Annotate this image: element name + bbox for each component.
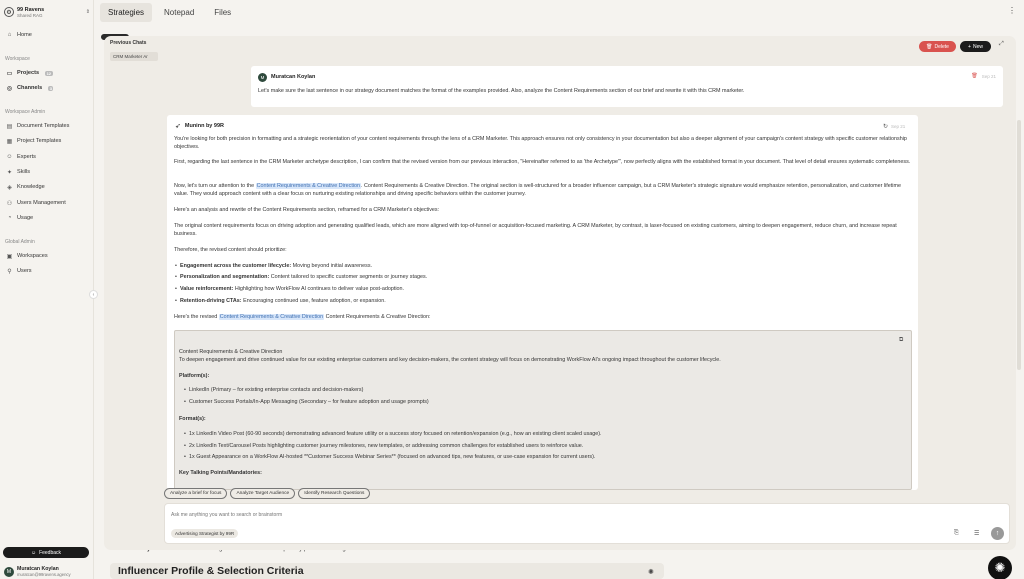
- paragraph: [174, 182, 914, 198]
- sidebar-item-users[interactable]: [4, 265, 90, 277]
- sidebar-item-workspaces[interactable]: [4, 250, 90, 262]
- assistant-logo-icon[interactable]: ✺: [988, 556, 1012, 579]
- block-intro: To deepen engagement and drive continued value for our existing enterprise customers and key decision-makers, the content strategy will focus on demonstrating WorkFlow AI's ongoing impact throughout the customer lifecycle.: [179, 357, 721, 363]
- regenerate-icon[interactable]: ↻: [883, 124, 889, 130]
- reference-link[interactable]: Content Requirements & Creative Direction: [219, 314, 324, 320]
- user-name: Muratcan Koylan: [17, 566, 59, 572]
- message-author: Muratcan Koylan: [271, 74, 316, 80]
- platforms-label-text: Platform(s):: [179, 373, 210, 379]
- chat-input[interactable]: [171, 512, 771, 518]
- channels-count-badge: 3: [49, 85, 52, 91]
- document-icon: ▤: [6, 123, 13, 130]
- rewrite-block: [174, 330, 912, 490]
- reference-link[interactable]: Content Requirements & Creative Direction: [256, 183, 361, 189]
- list-item: [180, 285, 404, 293]
- list-item-bold: Personalization and segmentation:: [180, 274, 270, 280]
- message-time: Sep 21: [981, 73, 996, 79]
- list-item: • 2x LinkedIn Text/Carousel Posts highlighting customer journey milestones, new templates, or addressing common challenges for established users to reinforce value.: [189, 442, 583, 450]
- list-item-bold: Retention-driving CTAs:: [180, 298, 242, 304]
- sidebar-item-label: Usage: [17, 215, 34, 221]
- sidebar-item-projects[interactable]: [4, 67, 90, 79]
- list-item-text: Encouraging continued use, feature adoption, or expansion.: [243, 298, 386, 304]
- list-item-bold: Engagement across the customer lifecycle:: [180, 263, 292, 269]
- feedback-icon: ☺: [30, 549, 37, 556]
- knowledge-icon: ◈: [7, 184, 12, 191]
- previous-chat-item[interactable]: CRM Marketer Ar: [110, 52, 158, 61]
- sidebar-item-experts[interactable]: [4, 151, 90, 163]
- workspaces-icon: ▣: [6, 253, 13, 260]
- workspace-name: 99 Ravens: [17, 6, 45, 13]
- list-item: [180, 262, 372, 270]
- feedback-button[interactable]: [3, 547, 89, 558]
- list-item: • Customer Success Portals/In-App Messaging (Secondary – for feature adoption and usage prompts): [189, 398, 429, 406]
- section-workspace: Workspace: [5, 56, 30, 62]
- sidebar-item-skills[interactable]: [4, 166, 90, 178]
- more-menu-icon[interactable]: ⋮: [1008, 6, 1016, 15]
- home-icon: ⌂: [7, 32, 12, 38]
- list-item-text: Content tailored to specific customer segments or journey stages.: [270, 274, 428, 280]
- sidebar-item-label: Document Templates: [17, 123, 70, 129]
- formats-label-text: Format(s):: [179, 416, 206, 422]
- list-item: [180, 273, 427, 281]
- skills-icon: ✦: [6, 169, 13, 176]
- user-message: [251, 66, 1003, 107]
- sidebar-item-label: Users Management: [17, 200, 66, 206]
- paragraph-text: Here's the revised: [174, 314, 218, 320]
- list-item-text: Highlighting how WorkFlow AI continues to deliver value post-adoption.: [234, 286, 405, 292]
- user-icon: ⚲: [7, 268, 12, 275]
- workspace-logo-icon: ⚙: [4, 7, 14, 17]
- delete-chat-button[interactable]: [919, 41, 956, 52]
- paragraph: Here's an analysis and rewrite of the Content Requirements section, reframed for a CRM Marketer's objectives:: [174, 207, 440, 213]
- sidebar-item-label: Workspaces: [17, 253, 48, 259]
- new-chat-button[interactable]: [960, 41, 991, 52]
- talking-points-label: [179, 469, 899, 477]
- users-icon: ⚇: [6, 200, 13, 207]
- template-icon: ▦: [6, 138, 13, 145]
- expand-icon[interactable]: ⤢: [999, 41, 1004, 47]
- send-button[interactable]: [991, 527, 1004, 540]
- suggestion-chip[interactable]: Analyze a brief for focus: [164, 488, 227, 499]
- avatar: M: [4, 567, 14, 577]
- section-workspace-admin: Workspace Admin: [5, 109, 46, 115]
- workspace-switcher[interactable]: [4, 4, 90, 20]
- chevron-updown-icon: ⇕: [85, 9, 90, 15]
- sidebar-item-document-templates[interactable]: [4, 120, 90, 132]
- sidebar-item-project-templates[interactable]: [4, 135, 90, 147]
- formats-label: [179, 415, 899, 423]
- paragraph: First, regarding the last sentence in the CRM Marketer archetype description, I can confirm that the revised version from our previous interaction, "Hereinafter referred to as 'the Archetype'", now perfectly aligns with the established format in your document. That level of detail ensures systematic completeness.: [174, 159, 911, 165]
- muninn-logo-icon: ➶: [175, 123, 181, 130]
- folder-icon: ▭: [6, 70, 13, 77]
- projects-count-badge: 12: [46, 70, 52, 76]
- attach-icon[interactable]: ⎘: [954, 530, 959, 536]
- message-text: Let's make sure the last sentence in our strategy document matches the format of the examples provided. Also, analyze the Content Requirements section of our brief and rewrite it with this CRM marketer.: [258, 88, 745, 94]
- paragraph-text: . Content Requirements & Creative Direction. The original section is well-structured for a broader influencer campaign, but a CRM Marketer's strategic signature would emphasize retention, personalization, and customer lifetime value. They would approach content with a clear focus on nurturing existing relationships and driving specific behaviors within the customer journey.: [174, 183, 901, 197]
- message-time: Sep 21: [891, 124, 906, 129]
- channels-icon: ◎: [6, 85, 13, 92]
- paragraph: Therefore, the revised content should prioritize:: [174, 247, 287, 253]
- experts-icon: ☺: [6, 154, 13, 160]
- block-title: Content Requirements & Creative Direction: [179, 349, 283, 355]
- sparkle-icon[interactable]: ✺: [648, 569, 654, 576]
- delete-label: Delete: [934, 43, 949, 50]
- sidebar-item-label: Channels: [17, 85, 43, 91]
- main-tabs: [100, 3, 239, 22]
- suggestion-chip[interactable]: Analyze Target Audience: [230, 488, 295, 499]
- paragraph: The original content requirements focus on driving adoption and generating qualified leads, which are more aligned with top-of-funnel or acquisition-focused marketing. A CRM Marketer, by contrast, is laser-focused on existing customers, aiming to deepen engagement, reduce churn, and increase repeat business.: [174, 223, 897, 237]
- new-label: New: [972, 43, 983, 50]
- list-item-bold: Value reinforcement:: [180, 286, 234, 292]
- sidebar-item-knowledge[interactable]: [4, 181, 90, 193]
- user-email: muratcan@99ravens.agency: [17, 572, 71, 577]
- delete-message-icon[interactable]: 🗑: [971, 73, 978, 79]
- sidebar-item-label: Knowledge: [17, 184, 45, 190]
- list-item-text: Moving beyond initial awareness.: [292, 263, 373, 269]
- paragraph-text: Content Requirements & Creative Direction:: [325, 314, 431, 320]
- list-item: • 1x Guest Appearance on a WorkFlow AI-hosted **Customer Success Webinar Series** (focused on advanced tips, new features, or use-case expansion for current users).: [189, 453, 595, 461]
- user-profile[interactable]: [4, 566, 71, 577]
- message-author: Muninn by 99R: [184, 123, 224, 129]
- paragraph: [174, 313, 914, 321]
- list-item: • LinkedIn (Primary – for existing enterprise contacts and decision-makers): [189, 386, 363, 394]
- usage-icon: ◔: [7, 215, 12, 221]
- filter-icon[interactable]: ☰: [974, 531, 980, 537]
- scrollbar[interactable]: [1017, 120, 1021, 370]
- trash-icon: 🗑: [926, 43, 933, 50]
- copy-icon[interactable]: ⧉: [899, 337, 904, 343]
- tab-notepad[interactable]: Notepad: [164, 8, 195, 17]
- plus-icon: +: [968, 43, 971, 50]
- feedback-label: Feedback: [39, 549, 62, 556]
- sidebar-item-label: Home: [17, 32, 32, 38]
- section-global-admin: Global Admin: [5, 239, 35, 245]
- avatar: M: [258, 73, 267, 82]
- previous-chats-title: Previous Chats: [110, 40, 147, 46]
- sidebar-item-usage[interactable]: [4, 212, 90, 224]
- sidebar-item-channels[interactable]: [4, 82, 90, 94]
- talking-points-label-text: Key Talking Points/Mandatories:: [179, 470, 262, 476]
- list-item: [180, 297, 386, 305]
- sidebar-item-home[interactable]: [4, 29, 90, 41]
- sidebar-item-label: Skills: [17, 169, 31, 175]
- sidebar-item-users-management[interactable]: [4, 197, 90, 209]
- sidebar-item-label: Users: [17, 268, 32, 274]
- tab-files[interactable]: Files: [214, 8, 232, 17]
- tab-strategies[interactable]: Strategies: [100, 3, 152, 22]
- suggestion-chips: [164, 488, 370, 499]
- suggestion-chip[interactable]: Identify Research Questions: [298, 488, 370, 499]
- workspace-subtitle: Shared RAG: [17, 12, 43, 18]
- sidebar-item-label: Project Templates: [17, 138, 62, 144]
- platforms-label: [179, 372, 899, 380]
- paragraph-text: Now, let's turn our attention to the: [174, 183, 255, 189]
- chat-input-box: [164, 503, 1010, 544]
- background-section-heading: Influencer Profile & Selection Criteria: [110, 563, 664, 579]
- sidebar-item-label: Projects: [17, 70, 40, 76]
- sidebar-item-label: Experts: [17, 154, 36, 160]
- paragraph: You're looking for both precision in formatting and a strategic reorientation of your content requirements through the lens of a CRM Marketer. This approach ensures not only consistency in your documentation but also a deeper alignment of your campaign's content strategy with specific customer relationship objectives.: [174, 136, 907, 150]
- agent-selector-chip[interactable]: Advertising Strategist by 99R: [171, 529, 238, 538]
- list-item: • 1x LinkedIn Video Post (60-90 seconds) demonstrating advanced feature utility or a success story focused on retention/expansion (e.g., how an existing client scaled usage).: [189, 430, 602, 438]
- collapse-sidebar-button[interactable]: ‹: [89, 290, 98, 299]
- arrow-up-icon: ↑: [995, 530, 1000, 537]
- sidebar: [0, 0, 94, 579]
